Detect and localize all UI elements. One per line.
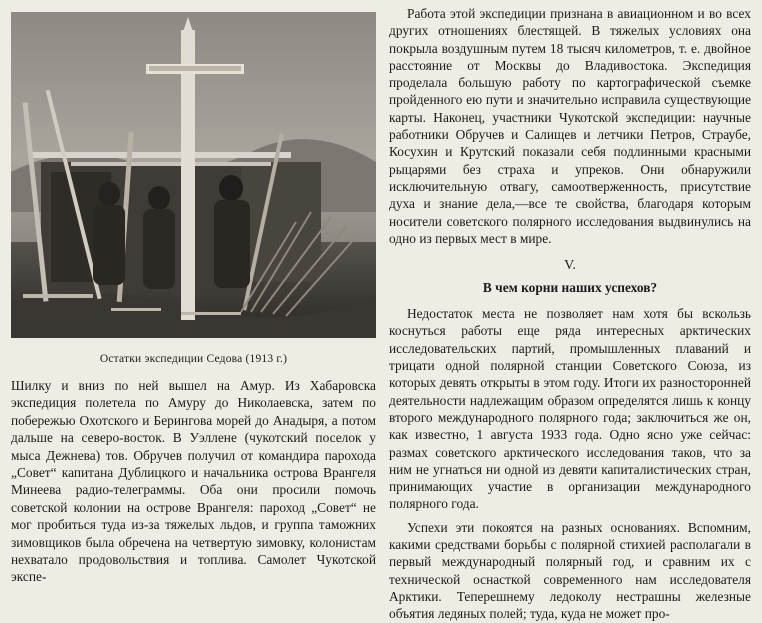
paragraph-arctic-research: Недостаток места не позволяет нам хотя бы вскользь коснуться работы еще ряда интересных арктических исследовательских партий, промышленных плаваний и трицати одной полярной станции Советского Союза, из которых девять открыты в этом году. Итоги их разносторонней деятельности надлежащим образом определятся лишь к концу второго международного полярного года; заключиться же он, как известно, 1 августа 1933 года. Одно ясно уже сейчас: размах советского арктического исследования таков, что за ним не угнаться ни одной из девяти капиталистических стран, принимающих участие в организации международного полярного года.: [389, 306, 751, 512]
section-heading: В чем корни наших успехов?: [482, 280, 658, 296]
photo-caption: Остатки экспедиции Седова (1913 г.): [99, 353, 288, 365]
section-number: V.: [564, 258, 576, 274]
left-column-text: Шилку и вниз по ней вышел на Амур. Из Хабаровска экспедиция полетела по Амуру до Николаевска, затем по побережью Охотского и Берингова морей до Анадыря, а потом дальше на северо-восток. В Уэллене (чукотский поселок у мыса Дежнева) тов. Обручев получил от командира парохода „Совет“ капитана Дублицкого и начальника острова Врангеля Минеева радио-телеграммы. Оба они просили помочь советской колонии на острове Врангеля: пароход „Совет“ не мог пробиться туда из-за тяжелых льдов, и группа таможних зимовщиков была обречена на четвертую зимовку, колонистам нехватало продовольствия и топлива. Самолет Чукотской экспе-: [11, 378, 376, 585]
right-column: [389, 5, 751, 623]
expedition-remains-photo-icon: [11, 12, 376, 338]
expedition-photo: [11, 12, 376, 338]
paragraph-expedition-results: Работа этой экспедиции признана в авиационном и во всех других отношениях блестящей. В тяжелых условиях она покрыла воздушным путем 18 тысяч километров, т. е. двойное расстояние от Москвы до Владивостока. Экспедиция проделала большую работу по картографической съемке пройденного ею пути и значительно исправила существующие карты. Наконец, участники Чукотской экспедиции: научные работники Обручев и Салищев и летчики Петров, Страубе, Косухин и Крутский показали себя подлинными красными рыцарями без страха и упреков. Они обнаружили исключительную отвагу, самоотверженность, присутствие духа и знание дела,—все те свойства, благодаря которым носители советского полярного исследования выдвинулись на одно из первых мест в мире.: [389, 6, 751, 246]
paragraph-success-foundations: Успехи эти покоятся на разных основаниях. Вспомним, какими средствами борьбы с полярной стихией располагали в первый международный полярный год, и сравним их с технической оснасткой современного нам исследователя Арктики. Теперешнему ледоколу нестрашны железные объятия ледяных полей; туда, куда не может про-: [389, 519, 751, 622]
